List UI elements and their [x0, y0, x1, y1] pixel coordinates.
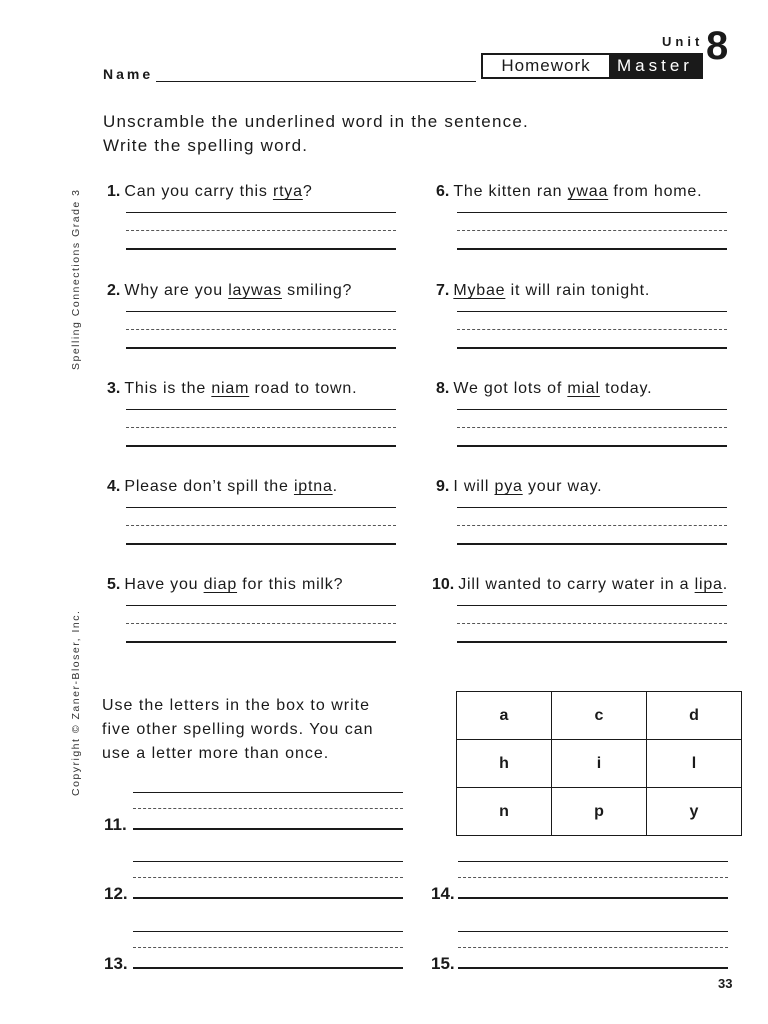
question-text: Please don’t spill the [124, 478, 294, 495]
question-text-end: your way. [522, 478, 603, 495]
question-7 [436, 282, 650, 300]
question-text-end: . [722, 576, 728, 593]
question-text: Can you carry this [124, 183, 273, 200]
writing-line-6[interactable] [457, 212, 727, 252]
letter-cell: a [457, 692, 552, 740]
question-number: 6. [436, 183, 450, 200]
question-number: 7. [436, 282, 450, 299]
scrambled-word: pya [494, 478, 523, 495]
question-number: 9. [436, 478, 450, 495]
letter-cell: c [552, 692, 647, 740]
question-text-end: smiling? [281, 282, 353, 299]
instruction-line: use a letter more than once. [102, 745, 330, 762]
instruction-line-1: Unscramble the underlined word in the sentence. [103, 112, 529, 131]
scrambled-word: laywas [228, 282, 282, 299]
question-10 [432, 576, 728, 594]
unit-number: 8 [706, 24, 729, 68]
writing-line-12[interactable] [133, 861, 403, 901]
scrambled-word: diap [203, 576, 238, 593]
letter-cell: i [552, 740, 647, 788]
scrambled-word: mial [567, 380, 600, 397]
letter-cell: y [647, 788, 742, 836]
question-2 [107, 282, 352, 300]
master-label: Master [609, 55, 701, 77]
writing-line-15[interactable] [458, 931, 728, 971]
letter-cell: n [457, 788, 552, 836]
question-6 [436, 183, 702, 201]
instruction-line: Use the letters in the box to write [102, 697, 370, 714]
question-1 [107, 183, 313, 201]
question-number: 2. [107, 282, 121, 299]
answer-number-13: 13. [104, 954, 128, 973]
answer-number-11: 11. [104, 815, 127, 834]
question-8 [436, 380, 652, 398]
book-title-sidebar: Spelling Connections Grade 3 [70, 188, 82, 370]
question-number: 8. [436, 380, 450, 397]
scrambled-word: iptna [293, 478, 333, 495]
writing-line-5[interactable] [126, 605, 396, 645]
letter-cell: d [647, 692, 742, 740]
unit-label: Unit [662, 34, 704, 49]
question-text: This is the [124, 380, 212, 397]
question-number: 10. [432, 576, 455, 593]
question-text-end: from home. [608, 183, 703, 200]
question-text: Have you [124, 576, 204, 593]
homework-label: Homework [501, 56, 591, 75]
answer-number-14: 14. [431, 884, 455, 903]
writing-line-10[interactable] [457, 605, 727, 645]
instruction-line-2: Write the spelling word. [103, 136, 309, 155]
writing-line-14[interactable] [458, 861, 728, 901]
scrambled-word: lipa [694, 576, 723, 593]
question-text-end: . [332, 478, 338, 495]
question-text: Why are you [124, 282, 229, 299]
writing-line-4[interactable] [126, 507, 396, 547]
question-number: 5. [107, 576, 121, 593]
answer-number-12: 12. [104, 884, 128, 903]
writing-line-13[interactable] [133, 931, 403, 971]
question-text-end: road to town. [249, 380, 358, 397]
question-text-end: it will rain tonight. [505, 282, 651, 299]
scrambled-word: rtya [272, 183, 303, 200]
writing-line-8[interactable] [457, 409, 727, 449]
homework-master-badge [481, 53, 703, 79]
instruction-line: five other spelling words. You can [102, 721, 374, 738]
letter-cell: p [552, 788, 647, 836]
letter-cell: l [647, 740, 742, 788]
writing-line-11[interactable] [133, 792, 403, 832]
question-text: Jill wanted to carry water in a [458, 576, 695, 593]
question-text-end: for this milk? [237, 576, 344, 593]
letter-box [456, 691, 742, 836]
question-text: We got lots of [453, 380, 568, 397]
question-text-end: ? [302, 183, 313, 200]
question-number: 1. [107, 183, 121, 200]
question-5 [107, 576, 343, 594]
answer-number-15: 15. [431, 954, 455, 973]
question-9 [436, 478, 602, 496]
question-4 [107, 478, 338, 496]
question-number: 4. [107, 478, 121, 495]
question-3 [107, 380, 357, 398]
writing-line-1[interactable] [126, 212, 396, 252]
writing-line-7[interactable] [457, 311, 727, 351]
question-text: The kitten ran [453, 183, 568, 200]
scrambled-word: niam [211, 380, 250, 397]
question-text: I will [453, 478, 495, 495]
page-number: 33 [718, 976, 733, 991]
name-label: Name [103, 66, 154, 82]
question-text-end: today. [599, 380, 653, 397]
writing-line-2[interactable] [126, 311, 396, 351]
instructions [103, 110, 529, 158]
copyright-sidebar: Copyright © Zaner-Bloser, Inc. [70, 609, 82, 796]
name-field-line[interactable] [156, 81, 476, 82]
writing-line-3[interactable] [126, 409, 396, 449]
writing-line-9[interactable] [457, 507, 727, 547]
letter-box-instructions [102, 694, 373, 766]
scrambled-word: Mybae [453, 282, 506, 299]
question-number: 3. [107, 380, 121, 397]
scrambled-word: ywaa [567, 183, 609, 200]
letter-cell: h [457, 740, 552, 788]
